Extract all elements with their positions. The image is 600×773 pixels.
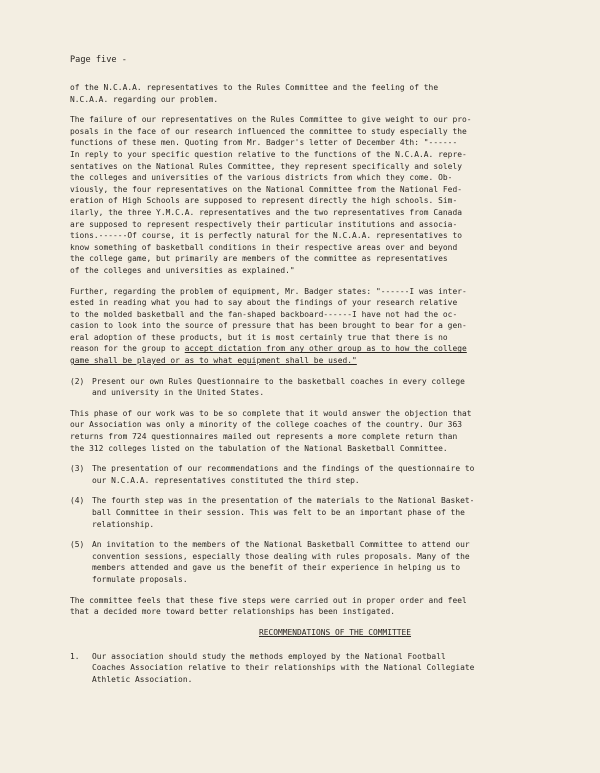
step-4-text: The fourth step was in the presentation of the materials to the National Basket- ball Committee in their session. This was felt to be an important phase of the relationship.: [92, 496, 475, 529]
recommendation-1-number: 1.: [70, 651, 80, 661]
step-3: [70, 463, 560, 486]
intro-paragraph: of the N.C.A.A. representatives to the Rules Committee and the feeling of the N.C.A.A. regarding our problem.: [70, 83, 439, 104]
step-2-number: (2): [70, 376, 85, 386]
failure-paragraph: The failure of our representatives on the Rules Committee to give weight to our pro- posals in the face of our research influenced the committee to study especially the functions of these men. Quoting from Mr. Badger's letter of December 4th: "------ In reply to your specific question relative to the functions of the N.C.A.A. repre- sentatives on the National Rules Committee, they represent specifically and solely the colleges and universities of the various districts from which they come. Ob- viously, the four representatives on the National Committee from the National Fed- eration of High Schools are supposed to represent directly the high schools. Sim- ilarly, the three Y.M.C.A. representatives and the two representatives from Canada are supposed to represent respectively their particular institutions and associa- tions.------Of course, it is perfectly natural for the N.C.A.A. representatives to know something of basketball conditions in their respective areas over and beyond the college game, but primarily are members of the committee as representatives of the colleges and universities as explained.": [70, 115, 472, 275]
committee-paragraph: The committee feels that these five steps were carried out in proper order and feel that a decided more toward better relationships has been instigated.: [70, 595, 467, 617]
step-3-number: (3): [70, 464, 85, 474]
equipment-underlined-quote: accept dictation from any other group as to how the college game shall be played or as to what equipment shall be used.": [70, 344, 467, 366]
step-2-text: Present our own Rules Questionnaire to the basketball coaches in every college and university in the United States.: [92, 376, 465, 398]
recommendation-1-text: Our association should study the methods employed by the National Football Coaches Association relative to their relationships with the National Collegiate Athletic Association.: [92, 651, 475, 684]
step-5: [70, 539, 560, 585]
step-2: [70, 376, 560, 399]
phase-paragraph: This phase of our work was to be so complete that it would answer the objection that our Association was only a minority of the college coaches of the country. Our 363 returns from 724 questionnaires mailed out represents a more complete return than the 312 colleges listed on the tabulation of the National Basketball Committee.: [70, 408, 472, 453]
equipment-paragraph-text: Further, regarding the problem of equipment, Mr. Badger states: "------I was inter- ested in reading what you had to say about the findings of your research relative to the molded basketball and the fan-shaped backboard------I have not had the oc- casion to look into the source of pressure that has been brought to bear for a gen- eral adoption of these products, but it is most certainly true that there is no reason for the group to: [70, 286, 467, 354]
equipment-paragraph: [70, 286, 560, 367]
step-5-text: An invitation to the members of the National Basketball Committee to attend our convention sessions, especially those dealing with rules proposals. Many of the members attended and gave us the benefit of their experience in helping us to formulate proposals.: [92, 540, 470, 584]
page-header: Page five -: [70, 55, 127, 65]
step-4: [70, 495, 560, 530]
step-4-number: (4): [70, 496, 85, 506]
step-3-text: The presentation of our recommendations and the findings of the questionnaire to our N.C.A.A. representatives constituted the third step.: [92, 464, 475, 485]
recommendations-heading: RECOMMENDATIONS OF THE COMMITTEE: [258, 627, 412, 637]
recommendation-1: [70, 651, 560, 686]
step-5-number: (5): [70, 540, 85, 550]
